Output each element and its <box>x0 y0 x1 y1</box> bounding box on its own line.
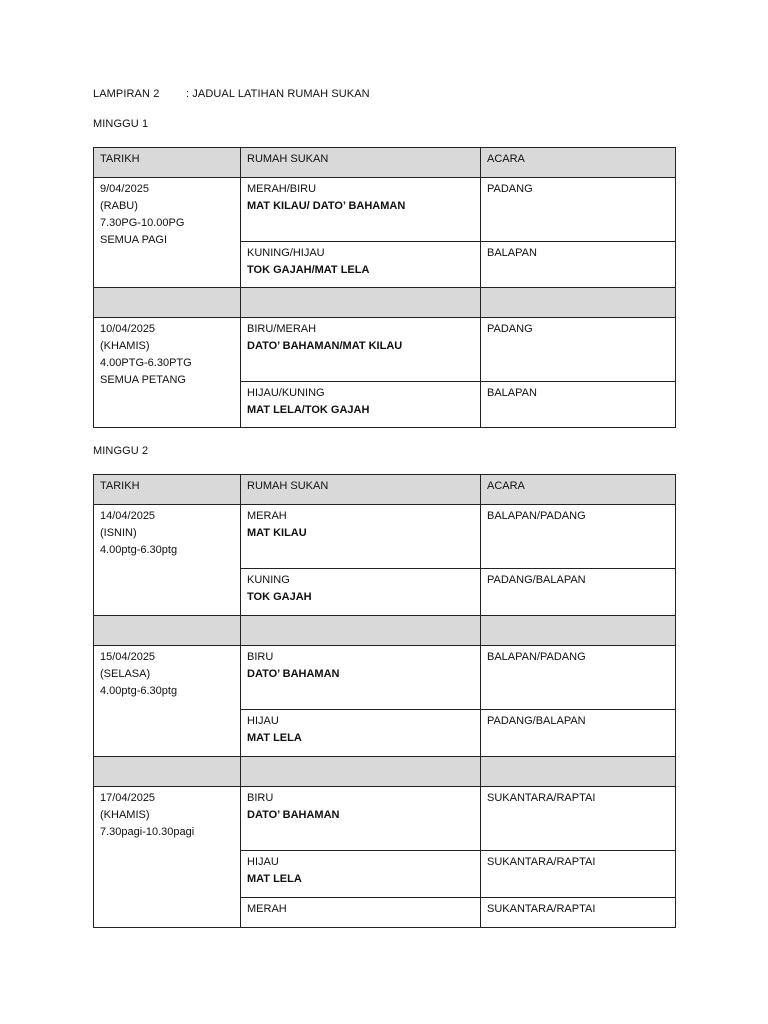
day-text: (KHAMIS) <box>100 340 150 352</box>
week2-title: MINGGU 2 <box>93 445 149 457</box>
header-event: ACARA <box>481 148 676 178</box>
house-name: MERAH <box>247 903 287 915</box>
time-text: 7.30pagi-10.30pagi <box>100 826 195 838</box>
date-cell <box>94 505 241 616</box>
week1-title: MINGGU 1 <box>93 118 149 130</box>
separator-row <box>94 616 676 646</box>
house-leaders: TOK GAJAH <box>247 591 312 603</box>
house-cell <box>241 569 481 616</box>
house-leaders: MAT LELA/TOK GAJAH <box>247 404 370 416</box>
date-text: 10/04/2025 <box>100 323 156 335</box>
table-row <box>94 318 676 382</box>
event-cell: BALAPAN <box>481 242 676 288</box>
event-cell: BALAPAN/PADANG <box>481 505 676 569</box>
house-name: KUNING/HIJAU <box>247 247 325 259</box>
date-cell <box>94 787 241 928</box>
header-event: ACARA <box>481 475 676 505</box>
table-header-row <box>94 148 676 178</box>
event-cell: BALAPAN <box>481 382 676 428</box>
house-cell <box>241 787 481 851</box>
time-text: 7.30PG-10.00PG <box>100 217 185 229</box>
date-cell <box>94 178 241 288</box>
appendix-label: LAMPIRAN 2 <box>93 88 160 100</box>
event-cell: SUKANTARA/RAPTAI <box>481 787 676 851</box>
event-cell: PADANG/BALAPAN <box>481 569 676 616</box>
header-house: RUMAH SUKAN <box>241 148 481 178</box>
day-text: (SELASA) <box>100 668 151 680</box>
week2-schedule-table <box>93 474 676 928</box>
document-heading <box>93 88 370 100</box>
house-leaders: DATO’ BAHAMAN/MAT KILAU <box>247 340 403 352</box>
header-date: TARIKH <box>94 475 241 505</box>
separator-row <box>94 757 676 787</box>
house-name: BIRU <box>247 792 274 804</box>
event-cell: SUKANTARA/RAPTAI <box>481 851 676 898</box>
time-text: 4.00PTG-6.30PTG <box>100 357 192 369</box>
date-cell <box>94 646 241 757</box>
house-leaders: DATO’ BAHAMAN <box>247 668 340 680</box>
house-name: HIJAU <box>247 856 279 868</box>
house-name: HIJAU <box>247 715 279 727</box>
house-name: MERAH <box>247 510 287 522</box>
house-leaders: TOK GAJAH/MAT LELA <box>247 264 370 276</box>
event-cell: BALAPAN/PADANG <box>481 646 676 710</box>
day-text: (RABU) <box>100 200 138 212</box>
session-text: SEMUA PAGI <box>100 234 168 246</box>
house-cell <box>241 505 481 569</box>
house-leaders: MAT LELA <box>247 732 302 744</box>
house-cell <box>241 242 481 288</box>
header-date: TARIKH <box>94 148 241 178</box>
house-leaders: MAT KILAU <box>247 527 307 539</box>
house-leaders: DATO’ BAHAMAN <box>247 809 340 821</box>
event-cell: PADANG <box>481 178 676 242</box>
house-cell <box>241 851 481 898</box>
house-cell <box>241 318 481 382</box>
house-name: MERAH/BIRU <box>247 183 317 195</box>
house-cell <box>241 646 481 710</box>
table-row <box>94 505 676 569</box>
session-text: SEMUA PETANG <box>100 374 186 386</box>
header-house: RUMAH SUKAN <box>241 475 481 505</box>
house-name: BIRU/MERAH <box>247 323 317 335</box>
appendix-title: : JADUAL LATIHAN RUMAH SUKAN <box>186 88 370 100</box>
house-cell <box>241 898 481 928</box>
event-cell: PADANG/BALAPAN <box>481 710 676 757</box>
date-cell <box>94 318 241 428</box>
table-row <box>94 646 676 710</box>
house-leaders: MAT LELA <box>247 873 302 885</box>
separator-row <box>94 288 676 318</box>
house-name: BIRU <box>247 651 274 663</box>
time-text: 4.00ptg-6.30ptg <box>100 544 178 556</box>
table-row <box>94 787 676 851</box>
day-text: (KHAMIS) <box>100 809 150 821</box>
house-name: KUNING <box>247 574 290 586</box>
house-leaders: MAT KILAU/ DATO’ BAHAMAN <box>247 200 406 212</box>
day-text: (ISNIN) <box>100 527 137 539</box>
house-cell <box>241 382 481 428</box>
event-cell: SUKANTARA/RAPTAI <box>481 898 676 928</box>
date-text: 14/04/2025 <box>100 510 156 522</box>
table-row <box>94 178 676 242</box>
week1-schedule-table <box>93 147 676 428</box>
date-text: 9/04/2025 <box>100 183 149 195</box>
date-text: 17/04/2025 <box>100 792 156 804</box>
house-name: HIJAU/KUNING <box>247 387 325 399</box>
time-text: 4.00ptg-6.30ptg <box>100 685 178 697</box>
table-header-row <box>94 475 676 505</box>
house-cell <box>241 178 481 242</box>
event-cell: PADANG <box>481 318 676 382</box>
date-text: 15/04/2025 <box>100 651 156 663</box>
house-cell <box>241 710 481 757</box>
